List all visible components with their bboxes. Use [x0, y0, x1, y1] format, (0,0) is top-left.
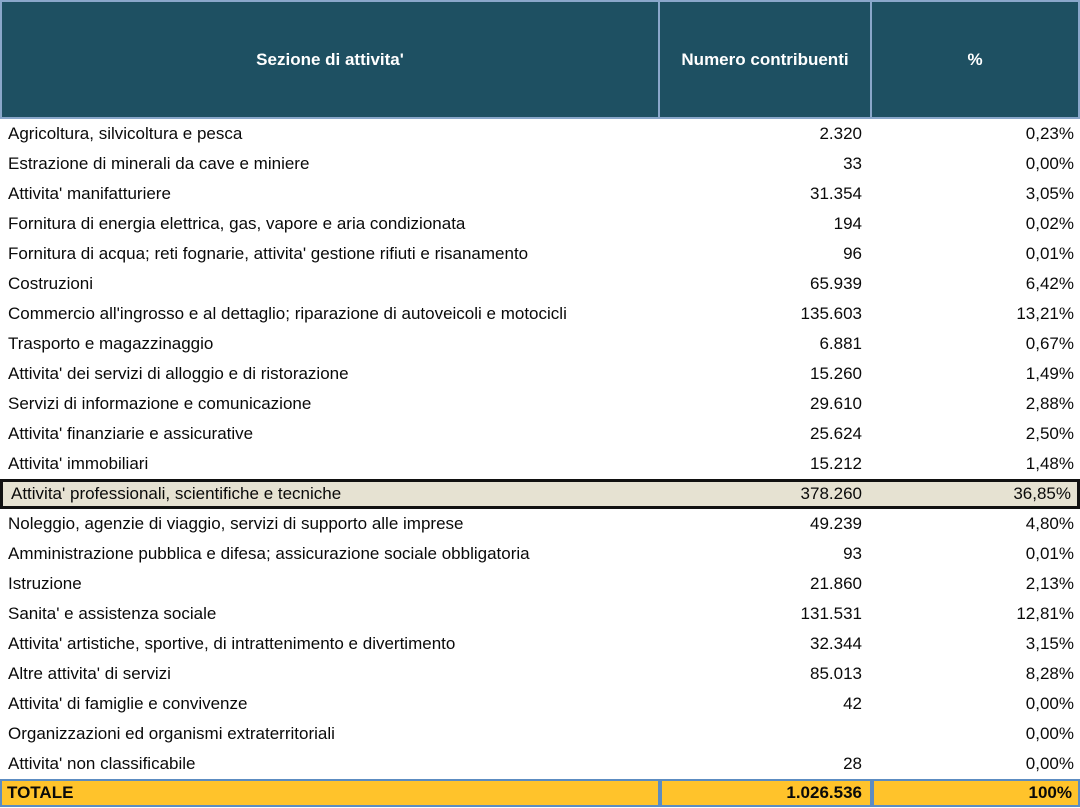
row-percent-cell[interactable]: 4,80%: [1025, 514, 1074, 533]
row-percent-cell[interactable]: 2,88%: [1025, 394, 1074, 413]
row-value-cell[interactable]: 21.860: [810, 574, 862, 593]
table-row: [0, 599, 1080, 629]
table-row: [0, 659, 1080, 689]
table-row: [0, 749, 1080, 779]
row-percent-cell[interactable]: 6,42%: [1025, 274, 1074, 293]
row-percent-cell[interactable]: 0,01%: [1025, 544, 1074, 563]
row-label-cell[interactable]: Attivita' finanziarie e assicurative: [8, 424, 254, 443]
row-percent-cell[interactable]: 8,28%: [1025, 664, 1074, 683]
row-percent-cell[interactable]: 2,13%: [1025, 574, 1074, 593]
row-percent-cell[interactable]: 36,85%: [1013, 484, 1071, 503]
row-percent-cell[interactable]: 0,67%: [1025, 334, 1074, 353]
column-header-numero-contribuenti[interactable]: Numero contribuenti: [660, 2, 872, 117]
row-value-cell[interactable]: 33: [843, 154, 862, 173]
row-label-cell[interactable]: Costruzioni: [8, 274, 94, 293]
table-row: [0, 179, 1080, 209]
row-value-cell[interactable]: 65.939: [810, 274, 862, 293]
row-percent-cell[interactable]: 2,50%: [1025, 424, 1074, 443]
total-percent-cell[interactable]: 100%: [872, 779, 1080, 807]
table-row: [0, 719, 1080, 749]
table-row: [0, 389, 1080, 419]
row-value-cell[interactable]: 131.531: [800, 604, 862, 623]
row-percent-cell[interactable]: 1,48%: [1025, 454, 1074, 473]
row-label-cell[interactable]: Commercio all'ingrosso e al dettaglio; riparazione di autoveicoli e motocicli: [8, 304, 567, 323]
row-label-cell[interactable]: Attivita' di famiglie e convivenze: [8, 694, 248, 713]
table-row: [0, 359, 1080, 389]
row-percent-cell[interactable]: 3,15%: [1025, 634, 1074, 653]
row-value-cell[interactable]: 28: [843, 754, 862, 773]
row-label-cell[interactable]: Organizzazioni ed organismi extraterritoriali: [8, 724, 335, 743]
table-row: [0, 689, 1080, 719]
row-label-cell[interactable]: Attivita' artistiche, sportive, di intrattenimento e divertimento: [8, 634, 456, 653]
row-percent-cell[interactable]: 0,00%: [1025, 694, 1074, 713]
table-row: [0, 209, 1080, 239]
row-percent-cell[interactable]: 0,00%: [1025, 724, 1074, 743]
row-value-cell[interactable]: 29.610: [810, 394, 862, 413]
row-percent-cell[interactable]: 3,05%: [1025, 184, 1074, 203]
row-label-cell[interactable]: Trasporto e magazzinaggio: [8, 334, 214, 353]
table-row: [0, 449, 1080, 479]
row-value-cell[interactable]: 96: [843, 244, 862, 263]
row-value-cell[interactable]: 2.320: [819, 124, 862, 143]
row-value-cell[interactable]: 135.603: [800, 304, 862, 323]
row-label-cell[interactable]: Amministrazione pubblica e difesa; assicurazione sociale obbligatoria: [8, 544, 530, 563]
row-label-cell[interactable]: Attivita' professionali, scientifiche e tecniche: [11, 484, 342, 503]
table-header-row: [0, 0, 1080, 119]
row-label-cell[interactable]: Altre attivita' di servizi: [8, 664, 171, 683]
total-label-cell[interactable]: TOTALE: [0, 779, 660, 807]
row-value-cell[interactable]: 49.239: [810, 514, 862, 533]
table-row: [0, 539, 1080, 569]
row-value-cell[interactable]: 31.354: [810, 184, 862, 203]
row-label-cell[interactable]: Attivita' dei servizi di alloggio e di ristorazione: [8, 364, 349, 383]
row-value-cell[interactable]: 6.881: [819, 334, 862, 353]
row-percent-cell[interactable]: 0,00%: [1025, 154, 1074, 173]
table-row: [0, 419, 1080, 449]
row-value-cell[interactable]: 25.624: [810, 424, 862, 443]
row-percent-cell[interactable]: 12,81%: [1016, 604, 1074, 623]
column-header-percent[interactable]: %: [967, 49, 983, 69]
row-value-cell[interactable]: 15.212: [810, 454, 862, 473]
total-value-cell[interactable]: 1.026.536: [660, 779, 872, 807]
row-value-cell[interactable]: 378.260: [800, 484, 862, 503]
table-row: [0, 299, 1080, 329]
row-value-cell[interactable]: 85.013: [810, 664, 862, 683]
column-header-sezione-attivita[interactable]: Sezione di attivita': [2, 2, 660, 117]
row-percent-cell[interactable]: 13,21%: [1016, 304, 1074, 323]
row-label-cell[interactable]: Agricoltura, silvicoltura e pesca: [8, 124, 243, 143]
row-percent-cell[interactable]: 1,49%: [1025, 364, 1074, 383]
row-percent-cell[interactable]: 0,23%: [1025, 124, 1074, 143]
table-row: [0, 149, 1080, 179]
row-percent-cell[interactable]: 0,00%: [1025, 754, 1074, 773]
table-row: [0, 269, 1080, 299]
row-value-cell[interactable]: 93: [843, 544, 862, 563]
row-label-cell[interactable]: Fornitura di energia elettrica, gas, vapore e aria condizionata: [8, 214, 466, 233]
row-value-cell[interactable]: 32.344: [810, 634, 862, 653]
row-label-cell[interactable]: Sanita' e assistenza sociale: [8, 604, 217, 623]
row-percent-cell[interactable]: 0,02%: [1025, 214, 1074, 233]
table-row: [0, 629, 1080, 659]
table-row: [0, 119, 1080, 149]
row-label-cell[interactable]: Fornitura di acqua; reti fognarie, attivita' gestione rifiuti e risanamento: [8, 244, 529, 263]
row-percent-cell[interactable]: 0,01%: [1025, 244, 1074, 263]
row-value-cell[interactable]: 15.260: [810, 364, 862, 383]
row-label-cell[interactable]: Estrazione di minerali da cave e miniere: [8, 154, 310, 173]
row-label-cell[interactable]: Istruzione: [8, 574, 82, 593]
row-value-cell[interactable]: 194: [833, 214, 862, 233]
table-row: [0, 509, 1080, 539]
table-row-highlighted: [0, 479, 1080, 509]
row-label-cell[interactable]: Attivita' immobiliari: [8, 454, 149, 473]
table-row: [0, 239, 1080, 269]
table-body: [0, 119, 1080, 779]
table-row: [0, 329, 1080, 359]
total-row: [0, 779, 1080, 807]
row-label-cell[interactable]: Noleggio, agenzie di viaggio, servizi di supporto alle imprese: [8, 514, 464, 533]
row-label-cell[interactable]: Attivita' non classificabile: [8, 754, 196, 773]
row-value-cell[interactable]: 42: [843, 694, 862, 713]
table-row: [0, 569, 1080, 599]
row-label-cell[interactable]: Attivita' manifatturiere: [8, 184, 171, 203]
row-label-cell[interactable]: Servizi di informazione e comunicazione: [8, 394, 312, 413]
